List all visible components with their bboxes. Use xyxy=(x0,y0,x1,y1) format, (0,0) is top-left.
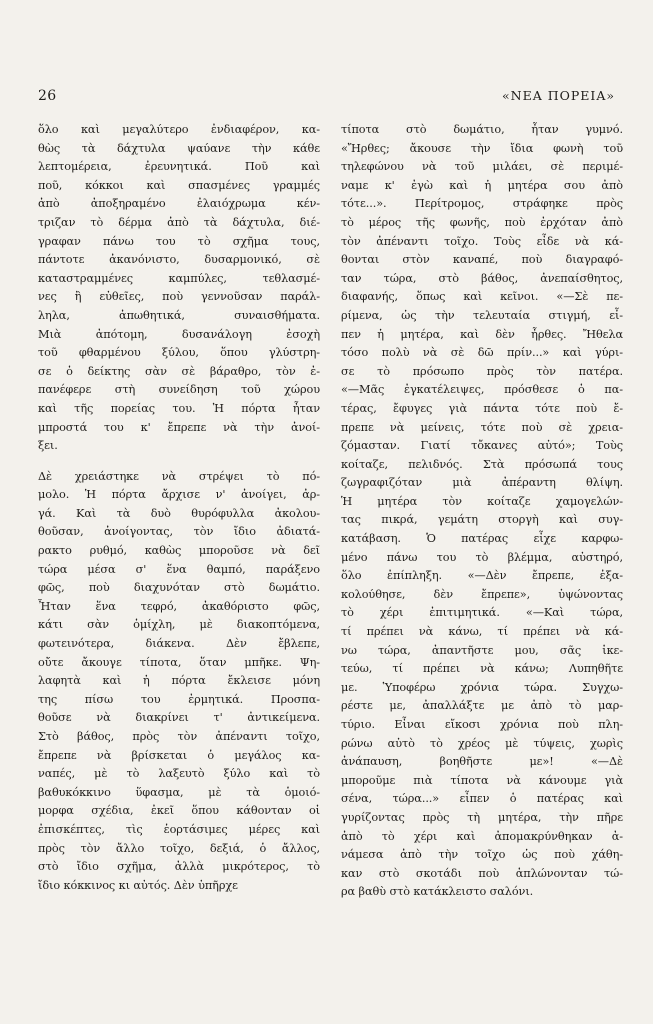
text-line: πρὸς τὸν ἄλλο τοῖχο, δεξιά, ὁ ἄλλος, xyxy=(38,841,320,855)
text-line: λαφητὰ καὶ ἡ πόρτα ἔκλεισε μόνη xyxy=(38,674,320,688)
text-line: Ἡ μητέρα τὸν κοίταζε χαμογελών- xyxy=(341,494,623,508)
text-line: Δὲ χρειάστηκε νὰ στρέψει τὸ πό- xyxy=(38,469,320,483)
text-line: μένο πάνω του τὸ βλέμμα, αὐστηρό, xyxy=(341,550,623,564)
text-line: θοῦσαν, ἀνοίγοντας, τὸν ἴδιο ἀδιατά- xyxy=(38,525,320,539)
text-line: πανέφερε στὴ συνείδηση τοῦ χώρου xyxy=(38,383,320,397)
text-line: μολο. Ἡ πόρτα ἄρχισε ν' ἀνοίγει, ἀρ- xyxy=(38,488,320,502)
text-line: Στὸ βάθος, πρὸς τὸν ἀπέναντι τοῖχο, xyxy=(38,730,320,743)
paragraph-gap xyxy=(38,456,320,468)
page-header xyxy=(38,88,615,108)
text-line: Μιὰ ἀπότομη, δυσανάλογη ἐσοχὴ xyxy=(38,327,320,341)
text-line: τὸν ἀπέναντι τοῖχο. Τοὺς εἶδε νὰ κά- xyxy=(341,234,623,248)
text-line: στὸ ἴδιο σχῆμα, ἀλλὰ μικρότερος, τὸ xyxy=(38,860,320,874)
text-line: σε τὸ πρόσωπο πρὸς τὸν πατέρα. xyxy=(341,364,623,378)
left-column xyxy=(38,121,320,902)
text-line: τας πικρά, γεμάτη στοργὴ καὶ συγ- xyxy=(341,513,623,527)
text-line: φῶς, ποὺ διαχυνόταν στὸ δωμάτιο. xyxy=(38,581,320,595)
text-line: ποῦ, κόκκοι καὶ σπασμένες γραμμές xyxy=(38,178,320,192)
text-line: τοῦ φθαρμένου ξύλου, ὅπου γλύστρη- xyxy=(38,346,320,360)
text-line: τηλεφώνου νὰ τοῦ μιλάει, σὲ περιμέ- xyxy=(341,160,623,174)
text-line: τόσο πολὺ νὰ σὲ δῶ πρίν...» καὶ γύρι- xyxy=(341,346,623,360)
text-line: οὔτε ἄκουγε τίποτα, ὅταν μπῆκε. Ψη- xyxy=(38,655,320,669)
text-line: γυρίζοντας πρὸς τὴ μητέρα, τὴν πῆρε xyxy=(341,810,623,824)
text-line: τύριο. Εἶναι εἴκοσι χρόνια ποὺ πλη- xyxy=(341,718,623,731)
text-line: ζωγραφιζόταν μιὰ ἀπέραντη θλίψη. xyxy=(341,476,623,490)
text-line: ρακτο ρυθμό, καθὼς μποροῦσε νὰ δεῖ xyxy=(38,544,320,558)
text-line: καὶ τῆς πορείας του. Ἡ πόρτα ἦταν xyxy=(38,401,320,415)
page-number: 26 xyxy=(38,88,57,104)
text-line: κοίταζε, πελιδνός. Στὰ πρόσωπά τους xyxy=(341,457,623,471)
text-line: ἴδιο κόκκινος κι αὐτός. Δὲν ὑπῆρχε xyxy=(38,878,238,892)
text-line: γά. Καὶ τὰ δυὸ θυρόφυλλα ἀκολου- xyxy=(38,506,320,520)
text-line: ἀνάπαυση, βοηθῆστε με»! «—Δὲ xyxy=(341,755,623,769)
text-line: ναπές, μὲ τὸ λαξευτὸ ξύλο καὶ τὸ xyxy=(38,767,320,781)
text-line: ταν τώρα, στὸ βάθος, ἀνεπαίσθητος, xyxy=(341,271,623,285)
text-line: νάμεσα ἀπὸ τὴν τοῖχο ὡς ποὺ χάθη- xyxy=(341,848,623,862)
text-line: λεπτομέρεια, ἐρευνητικά. Ποῦ καὶ xyxy=(38,160,320,174)
text-line: ρέστε με, ἀπαλλάξτε με ἀπὸ τὸ μαρ- xyxy=(341,699,623,713)
text-line: ἀπὸ ἀποξηραμένο ἐλαιόχρωμα κέν- xyxy=(38,197,320,211)
text-line: μπροστά του κ' ἔπρεπε νὰ τὴν ἀνοί- xyxy=(38,420,320,434)
text-line: τὸ χέρι ἐπιτιμητικά. «—Καὶ τώρα, xyxy=(341,606,623,620)
text-line: καν στὸ σκοτάδι ποὺ ἁπλώνονταν τώ- xyxy=(341,866,623,880)
text-line: τὸ μέρος τῆς φωνῆς, ποὺ ἐρχόταν ἀπὸ xyxy=(341,215,623,229)
text-line: ζόμασταν. Γιατί τὄκανες αὐτό»; Τοὺς xyxy=(341,439,623,453)
text-line: φωτεινότερα, διάκενα. Δὲν ἔβλεπε, xyxy=(38,637,320,651)
text-line: ἀπὸ τὸ χέρι καὶ ἀπομακρύνθηκαν ἀ- xyxy=(341,829,623,843)
text-line: μορφα σχέδια, ἐκεῖ ὅπου κάθονταν οἱ xyxy=(38,804,320,818)
text-line: πρεπε νὰ μείνεις, τότε ποὺ σὲ χρεια- xyxy=(341,420,623,434)
text-line: τότε...». Περίτρομος, στράφηκε πρὸς xyxy=(341,197,623,211)
text-line: καταστραμμένες καμπύλες, τεθλασμέ- xyxy=(38,271,320,285)
text-line: θοῦσε νὰ διακρίνει τ' ἀντικείμενα. xyxy=(38,711,320,725)
text-line: ναμε κ' ἐγὼ καὶ ἡ μητέρα σου ἀπὸ xyxy=(341,178,623,192)
text-line: τεύω, τί πρέπει νὰ κάνω; Λυπηθῆτε xyxy=(341,662,623,676)
text-line: νω τώρα, ἀπαντῆστε μου, σᾶς ἱκε- xyxy=(341,643,623,657)
text-line: ρώνω αὐτὸ τὸ χρέος μὲ τύψεις, χωρὶς xyxy=(341,736,623,750)
text-line: πάντοτε ἀκανόνιστο, δυσαρμονικό, σὲ xyxy=(38,253,320,267)
running-title: «ΝΕΑ ΠΟΡΕΙΑ» xyxy=(501,88,615,103)
text-line: Ἦταν ἕνα τεφρό, ἀκαθόριστο φῶς, xyxy=(38,599,320,613)
text-line: μποροῦμε πιὰ τίποτα νὰ κάνουμε γιὰ xyxy=(341,773,623,787)
text-line: πεν ἡ μητέρα, καὶ δὲν ἦρθες. Ἤθελα xyxy=(341,327,623,341)
text-line: σένα, τώρα...» εἶπεν ὁ πατέρας καὶ xyxy=(341,792,623,806)
text-line: βαθυκόκκινο ὕφασμα, μὲ τὰ ὁμοιό- xyxy=(38,785,320,799)
text-line: τίποτα στὸ δωμάτιο, ἦταν γυμνό. xyxy=(341,123,623,136)
text-line: της πίσω του ἐρμητικά. Προσπα- xyxy=(38,692,320,706)
text-line: ἐπισκέπτες, τὶς ἑορτάσιμες μέρες καὶ xyxy=(38,822,320,836)
text-line: «Ἤρθες; ἄκουσε τὴν ἴδια φωνὴ τοῦ xyxy=(341,141,623,155)
text-line: ἔπρεπε νὰ βρίσκεται ὁ μεγάλος κα- xyxy=(38,748,320,762)
text-line: ρίμενα, ὡς τὴν τελευταία στιγμή, εἶ- xyxy=(341,308,623,322)
text-line: «—Μᾶς ἐγκατέλειψες, πρόσθεσε ὁ πα- xyxy=(341,383,623,397)
text-columns xyxy=(38,121,624,902)
text-line: γραφαν πάνω του τὸ σχῆμα τους, xyxy=(38,234,320,248)
text-line: κολούθησε, δὲν ἔπρεπε», ὑψώνοντας xyxy=(341,587,623,601)
text-line: θὼς τὰ δάχτυλα ψαύανε τὴν κάθε xyxy=(38,141,320,155)
text-line: με. Ὑποφέρω χρόνια τώρα. Συγχω- xyxy=(341,680,623,694)
text-line: ληλα, ἀπωθητικά, συναισθήματα. xyxy=(38,308,320,322)
text-line: τί πρέπει νὰ κάνω, τί πρέπει νὰ κά- xyxy=(341,625,623,639)
text-line: νες ἢ εὐθεῖες, ποὺ γεννοῦσαν παράλ- xyxy=(38,290,320,304)
text-line: σε ὁ δείκτης σὰν σὲ βάραθρο, τὸν ἐ- xyxy=(38,364,320,378)
text-line: ὅλο ἐπίπληξη. «—Δὲν ἔπρεπε, ἐξα- xyxy=(341,569,623,583)
text-line: τώρα μέσα σ' ἕνα θαμπό, παράξενο xyxy=(38,562,320,576)
text-line: διαφανής, ὅπως καὶ κεῖνοι. «—Σὲ πε- xyxy=(341,290,623,304)
text-line: ξει. xyxy=(38,439,58,453)
text-line: κάτι σὰν ὁμίχλη, μὲ διακοπτόμενα, xyxy=(38,618,320,632)
text-line: τέρας, ἔφυγες γιὰ πάντα τότε ποὺ ἔ- xyxy=(341,401,623,415)
text-line: τριζαν τὸ δέρμα ἀπὸ τὰ δάχτυλα, διέ- xyxy=(38,215,320,229)
text-line: ὅλο καὶ μεγαλύτερο ἐνδιαφέρον, κα- xyxy=(38,123,320,136)
text-line: ρα βαθὺ στὸ κατάκλειστο σαλόνι. xyxy=(341,885,534,899)
right-column xyxy=(341,121,623,902)
text-line: θονται στὸν καναπέ, ποὺ διαγραφό- xyxy=(341,253,623,267)
text-line: κατάβαση. Ὁ πατέρας εἶχε καρφω- xyxy=(341,532,623,546)
